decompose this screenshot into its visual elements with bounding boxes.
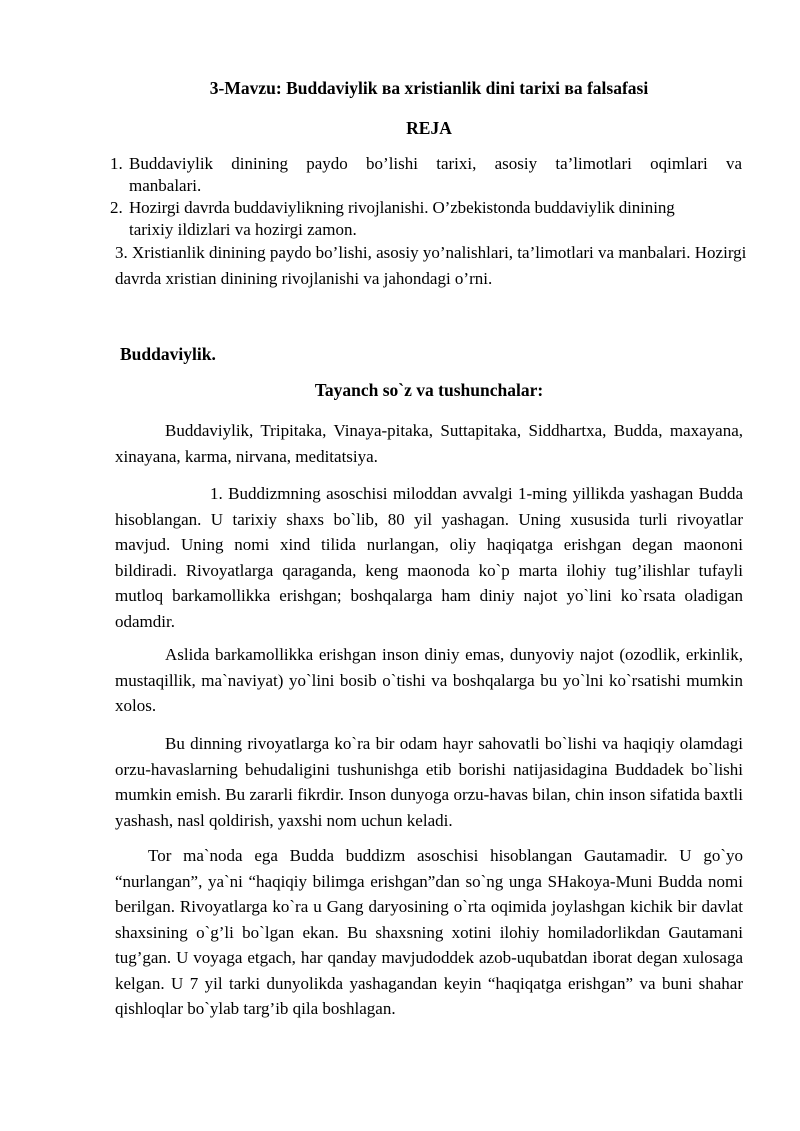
plan-item-number: 2. — [110, 198, 123, 217]
plan-item-3: 3. Xristianlik dinining paydo bo’lishi, asosiy yo’nalishlari, ta’limotlari va manbalari. Hozirgi davrda xristian dinining rivojlanishi va jahondagi o’rni. — [115, 243, 747, 288]
plan-item-1 — [110, 153, 742, 197]
plan-item-2 — [110, 197, 742, 241]
body-paragraph-3: Bu dinning rivoyatlarga ko`ra bir odam hayr sahovatli bo`lishi va haqiqiy olamdagi orzu-havaslarning behudaligini tushunishga etib borishi natijasidagina Buddadek bo`lishi mumkin emish. Bu zararli fikrdir. Inson dunyoga orzu-havas bilan, chin inson sifatida baxtli yashash, nasl qoldirish, yaxshi nom uchun keladi. — [115, 734, 743, 830]
plan-item-text: Hozirgi davrda buddaviylikning rivojlanishi. O’zbekistonda buddaviylik dinining — [129, 198, 675, 217]
plan-item-number: 1. — [110, 154, 123, 173]
section-heading: Buddaviylik. — [120, 344, 216, 364]
keywords-paragraph: Buddaviylik, Tripitaka, Vinaya-pitaka, Suttapitaka, Siddhartxa, Budda, maxayana, xinayana, karma, nirvana, meditatsiya. — [115, 421, 743, 466]
body-paragraph-1: 1. Buddizmning asoschisi miloddan avvalgi 1-ming yillikda yashagan Budda hisoblangan. U tarixiy shaxs bo`lib, 80 yil yashagan. Uning xususida turli rivoyatlar mavjud. Uning nomi xind tilida nurlangan, oliy haqiqatga erishgan degan maononi bildiradi. Rivoyatlarga qaraganda, keng maonoda ko`p marta ilohiy tug’ilishlar tufayli mutloq barkamollikka erishgan; boshqalarga ham diniy najot yo`lini ko`rsata oladigan odamdir. — [115, 484, 743, 631]
plan-item-text: Buddaviylik dinining paydo bo’lishi tarixi, asosiy ta’limotlari oqimlari va — [129, 154, 742, 173]
plan-heading: REJA — [406, 118, 452, 138]
plan-item-continuation: manbalari. — [129, 176, 202, 195]
body-paragraph-2: Aslida barkamollikka erishgan inson diniy emas, dunyoviy najot (ozodlik, erkinlik, mustaqillik, ma`naviyat) yo`lini bosib o`tishi va boshqalarga bu yo`lni ko`rsatishi mumkin xolos. — [115, 645, 743, 715]
plan-item-continuation: tarixiy ildizlari va hozirgi zamon. — [129, 220, 357, 239]
keywords-heading: Tayanch so`z va tushunchalar: — [314, 380, 544, 400]
page-title: 3-Mavzu: Buddaviylik ва xristianlik dini tarixi ва falsafasi — [209, 78, 649, 98]
body-paragraph-4: Tor ma`noda ega Budda buddizm asoschisi hisoblangan Gautamadir. U go`yo “nurlangan”, ya`ni “haqiqiy bilimga erishgan”dan so`ng unga SHakoya-Muni Budda nomi berilgan. Rivoyatlarga ko`ra u Gang daryosining o`rta oqimida joylashgan kichik bir davlat shaxsining o`g’li bo`lgan ekan. Bu shaxsning xotini ilohiy homiladorlikdan Gautamani tug’gan. U voyaga etgach, har qanday mavjudoddek azob-uqubatdan iborat degan xulosaga kelgan. U 7 yil tarki dunyolikda yashagandan keyin “haqiqatga erishgan” va buni shahar qishloqlar bo`ylab targ’ib qila boshlagan. — [115, 846, 743, 1018]
